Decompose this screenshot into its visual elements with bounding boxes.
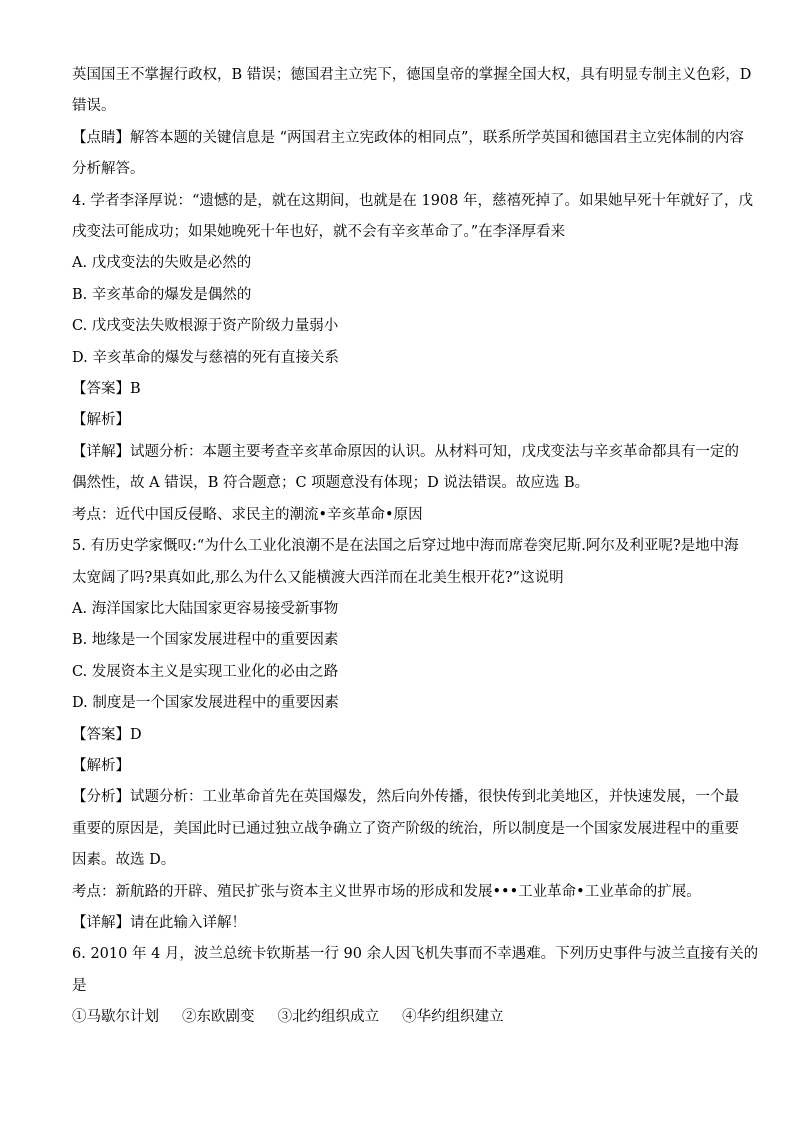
question-4-stem: 戌变法可能成功；如果她晚死十年也好，就不会有辛亥革命了。”在李泽厚看来 bbox=[72, 224, 566, 241]
text-line: 分析解答。 bbox=[72, 161, 145, 178]
option-c: C. 发展资本主义是实现工业化的必由之路 bbox=[72, 663, 339, 680]
question-6-options: ①马歇尔计划 ②东欧剧变 ③北约组织成立 ④华约组织建立 bbox=[72, 1009, 504, 1026]
question-4-stem: 4. 学者李泽厚说：“遗憾的是，就在这期间，也就是在 1908 年，慈禧死掉了。如果她早死十年就好了，戊 bbox=[72, 192, 753, 209]
option-d: D. 辛亥革命的爆发与慈禧的死有直接关系 bbox=[72, 349, 339, 366]
explanation-line: 因素。故选 D。 bbox=[72, 852, 176, 869]
text-line: 错误。 bbox=[72, 98, 116, 115]
explanation-line: 【分析】试题分析：工业革命首先在英国爆发，然后向外传播，很快传到北美地区，并快速发展，一个最 bbox=[72, 789, 739, 806]
option-b: B. 地缘是一个国家发展进程中的重要因素 bbox=[72, 632, 339, 649]
explanation-line: 重要的原因是，美国此时已通过独立战争确立了资产阶级的统治，所以制度是一个国家发展进程中的重要 bbox=[72, 820, 739, 837]
explanation-line: 【详解】试题分析：本题主要考查辛亥革命原因的认识。从材料可知，戊戌变法与辛亥革命都具有一定的 bbox=[72, 443, 739, 460]
question-6-stem: 6. 2010 年 4 月，波兰总统卡钦斯基一行 90 余人因飞机失事而不幸遇难。下列历史事件与波兰直接有关的 bbox=[72, 946, 759, 963]
option-b: B. 辛亥革命的爆发是偶然的 bbox=[72, 286, 252, 303]
question-5-stem: 5. 有历史学家慨叹:“为什么工业化浪潮不是在法国之后穿过地中海而席卷突尼斯.阿尔及利亚呢?是地中海 bbox=[72, 538, 739, 555]
tip-heading-line: 【点睛】解答本题的关键信息是 “两国君主立宪政体的相同点”，联系所学英国和德国君主立宪体制的内容 bbox=[72, 129, 744, 146]
answer-label: 【答案】D bbox=[72, 726, 142, 743]
analysis-label: 【解析】 bbox=[72, 412, 130, 429]
question-6-stem: 是 bbox=[72, 977, 87, 994]
option-a: A. 海洋国家比大陆国家更容易接受新事物 bbox=[72, 600, 339, 617]
option-a: A. 戊戌变法的失败是必然的 bbox=[72, 255, 252, 272]
question-5-stem: 太宽阔了吗?果真如此,那么为什么又能横渡大西洋而在北美生根开花?”这说明 bbox=[72, 569, 564, 586]
option-d: D. 制度是一个国家发展进程中的重要因素 bbox=[72, 695, 339, 712]
document-page bbox=[72, 60, 759, 1034]
text-line: 英国国王不掌握行政权，B 错误；德国君主立宪下，德国皇帝的掌握全国大权，具有明显专制主义色彩，D bbox=[72, 67, 752, 83]
option-c: C. 戊戌变法失败根源于资产阶级力量弱小 bbox=[72, 318, 339, 335]
test-point-line: 考点：近代中国反侵略、求民主的潮流•辛亥革命•原因 bbox=[72, 506, 423, 523]
answer-label: 【答案】B bbox=[72, 381, 141, 398]
analysis-label: 【解析】 bbox=[72, 757, 130, 774]
detail-line: 【详解】请在此输入详解！ bbox=[72, 914, 246, 931]
explanation-line: 偶然性，故 A 错误，B 符合题意；C 项题意没有体现；D 说法错误。故应选 B。 bbox=[72, 475, 590, 492]
test-point-line: 考点：新航路的开辟、殖民扩张与资本主义世界市场的形成和发展•••工业革命•工业革命的扩展。 bbox=[72, 883, 701, 900]
